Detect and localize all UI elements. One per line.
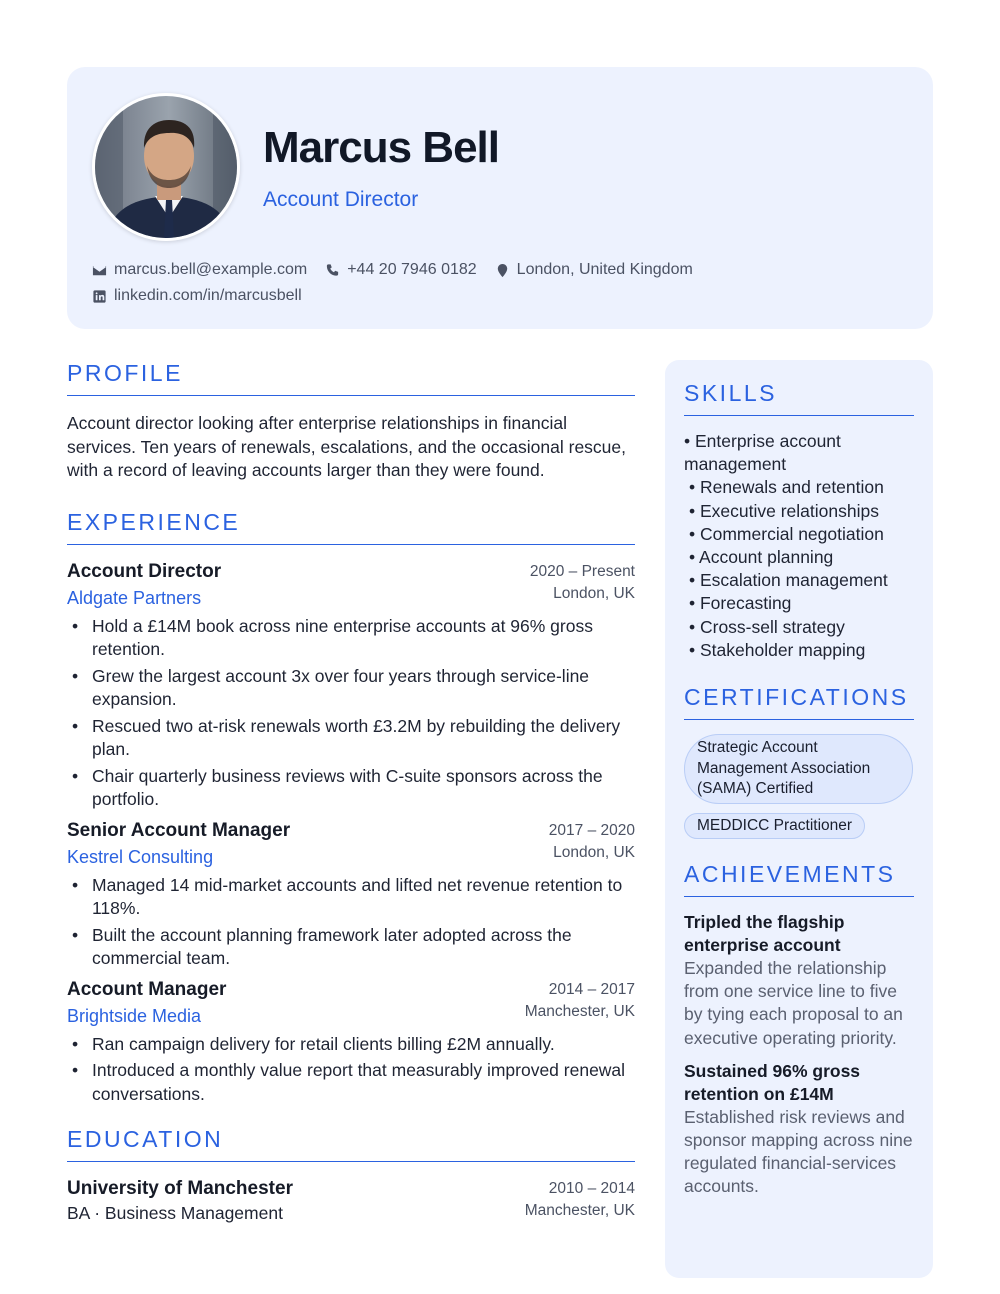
achievements-heading: ACHIEVEMENTS xyxy=(684,861,914,897)
experience-heading: EXPERIENCE xyxy=(67,509,635,545)
profile-heading: PROFILE xyxy=(67,360,635,396)
job-bullet: • Chair quarterly business reviews with C-suite sponsors across the portfolio. xyxy=(67,765,635,812)
skills-list xyxy=(684,430,914,662)
skill-item: • Cross-sell strategy xyxy=(689,616,845,637)
linkedin-icon xyxy=(92,289,107,304)
job-bullet: • Built the account planning framework later adopted across the commercial team. xyxy=(67,924,635,971)
education-heading: EDUCATION xyxy=(67,1126,635,1162)
avatar-photo xyxy=(95,96,240,241)
contact-phone[interactable] xyxy=(325,261,476,279)
map-pin-icon xyxy=(495,263,510,278)
job-company: Brightside Media xyxy=(67,1005,202,1026)
achievement-description: Expanded the relationship from one service line to five by tying each proposal to an executive operating priority. xyxy=(684,958,903,1048)
profile-summary: Account director looking after enterprise relationships in financial services. Ten years of renewals, escalations, and the occasional rescue, with a record of leaving accounts larger than they were found. xyxy=(67,413,627,480)
education-entry xyxy=(67,1178,635,1224)
skill-item: • Stakeholder mapping xyxy=(689,639,866,660)
avatar xyxy=(92,93,240,241)
job-dates: 2017 – 2020 xyxy=(548,821,635,839)
job-bullets xyxy=(67,1033,635,1107)
contact-info xyxy=(92,257,892,309)
job-location: London, UK xyxy=(553,843,635,861)
main-column xyxy=(67,360,635,1224)
contact-linkedin[interactable] xyxy=(92,287,302,305)
job-bullets xyxy=(67,615,635,812)
education-school: University of Manchester xyxy=(67,1178,293,1199)
phone-text: +44 20 7946 0182 xyxy=(347,261,477,278)
education-degree: BA · Business Management xyxy=(67,1203,283,1223)
certification-badge: MEDDICC Practitioner xyxy=(684,813,865,840)
skill-item: • Executive relationships xyxy=(689,500,879,521)
skill-item: • Forecasting xyxy=(689,593,792,614)
skill-item: • Commercial negotiation xyxy=(689,523,884,544)
job-dates: 2020 – Present xyxy=(529,562,635,580)
job-bullet: • Hold a £14M book across nine enterprise accounts at 96% gross retention. xyxy=(67,615,635,662)
linkedin-text: linkedin.com/in/marcusbell xyxy=(114,287,302,304)
skill-item: • Escalation management xyxy=(689,570,888,591)
job-title: Account Manager xyxy=(67,978,227,1000)
location-text: London, United Kingdom xyxy=(516,261,693,278)
header-panel xyxy=(67,67,933,329)
job-bullet: • Rescued two at-risk renewals worth £3.2M by rebuilding the delivery plan. xyxy=(67,715,635,762)
achievement-title: Tripled the flagship enterprise account xyxy=(684,912,845,956)
contact-location xyxy=(495,261,693,279)
skill-item: • Enterprise account management xyxy=(684,431,841,475)
job-entry xyxy=(67,561,635,812)
sidebar-panel xyxy=(665,360,933,1278)
education-location: Manchester, UK xyxy=(524,1202,635,1219)
skill-item: • Account planning xyxy=(689,547,834,568)
job-title: Senior Account Manager xyxy=(67,819,291,841)
achievement-item xyxy=(684,1060,914,1199)
job-bullet: • Managed 14 mid-market accounts and lifted net revenue retention to 118%. xyxy=(67,874,635,921)
job-company: Aldgate Partners xyxy=(67,587,202,608)
job-location: London, UK xyxy=(553,584,635,602)
certification-badge: Strategic Account Management Association (SAMA) Certified xyxy=(684,734,913,804)
job-bullet: • Introduced a monthly value report that measurably improved renewal conversations. xyxy=(67,1059,635,1106)
job-bullets xyxy=(67,874,635,971)
job-dates: 2014 – 2017 xyxy=(548,980,635,998)
job-location: Manchester, UK xyxy=(524,1002,635,1020)
phone-icon xyxy=(325,263,340,278)
achievement-item xyxy=(684,911,914,1050)
job-bullet: • Grew the largest account 3x over four years through service-line expansion. xyxy=(67,665,635,712)
envelope-icon xyxy=(92,263,107,278)
email-text: marcus.bell@example.com xyxy=(114,261,308,278)
certifications-heading: CERTIFICATIONS xyxy=(684,684,914,720)
achievement-title: Sustained 96% gross retention on £14M xyxy=(684,1060,861,1104)
candidate-name: Marcus Bell xyxy=(263,123,499,172)
skill-item: • Renewals and retention xyxy=(689,477,884,498)
candidate-role: Account Director xyxy=(263,188,419,211)
certifications-list xyxy=(684,734,914,839)
skills-heading: SKILLS xyxy=(684,380,914,416)
education-dates: 2010 – 2014 xyxy=(548,1180,635,1197)
contact-email[interactable] xyxy=(92,261,307,279)
achievement-description: Established risk reviews and sponsor mapping across nine regulated financial-services accounts. xyxy=(684,1106,913,1197)
job-entry xyxy=(67,820,635,971)
job-entry xyxy=(67,979,635,1107)
job-title: Account Director xyxy=(67,560,222,582)
job-company: Kestrel Consulting xyxy=(67,846,214,867)
job-bullet: • Ran campaign delivery for retail clients billing £2M annually. xyxy=(67,1033,635,1057)
